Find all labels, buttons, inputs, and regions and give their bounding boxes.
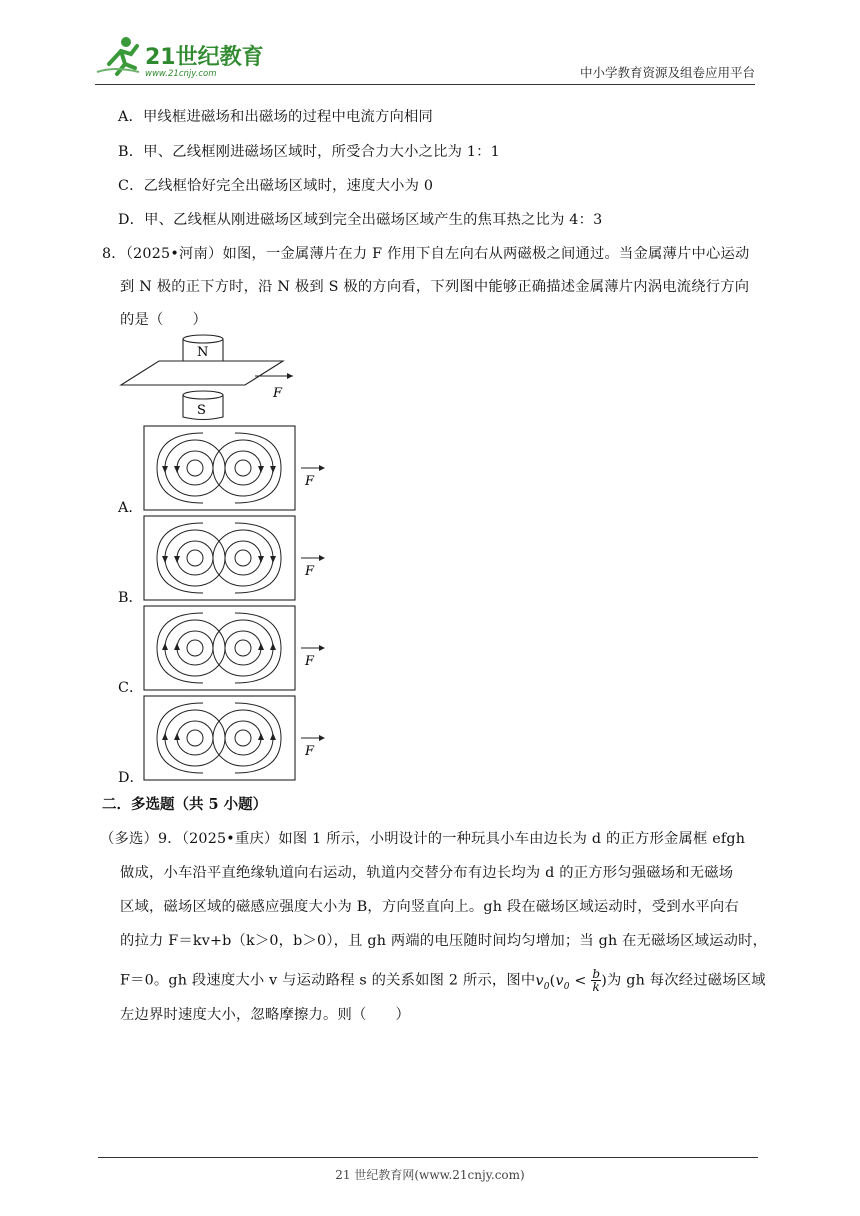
q7-option-b: B．甲、乙线框刚进磁场区域时，所受合力大小之比为 1：1: [118, 144, 500, 160]
panel-d-content: [144, 696, 325, 780]
footer-divider: [98, 1157, 758, 1158]
svg-text:S: S: [197, 403, 206, 418]
q8-stem-line-3: 的是（ ）: [120, 312, 207, 328]
force-arrow-icon: [319, 645, 325, 651]
q9-stem-line-5: [120, 968, 766, 993]
q9-stem-line-1: （多选）9．（2025•重庆）如图 1 所示，小明设计的一种玩具小车由边长为 d 的正方形金属框 efgh: [100, 831, 746, 847]
n-magnet: [183, 335, 223, 364]
section-heading: 二．多选题（共 5 小题）: [102, 796, 268, 813]
force-arrow-icon: [319, 555, 325, 561]
option-b-label: B．: [118, 590, 143, 606]
option-a-label: A．: [118, 500, 143, 516]
page-header: [95, 34, 755, 84]
force-arrow-icon: [319, 735, 325, 741]
q9-line5-text-a: F＝0。gh 段速度大小 v 与运动路程 s 的关系如图 2 所示，图中: [120, 972, 536, 989]
svg-text:www.21cnjy.com: www.21cnjy.com: [145, 69, 217, 79]
v0-condition-math: $v_0(v_0$ < $\frac{b}{k}$ ): [535, 967, 607, 994]
q9-stem-line-3: 区域，磁场区域的磁感应强度大小为 B，方向竖直向上。gh 段在磁场区域运动时，受到水平向右: [120, 899, 739, 915]
s-magnet: [183, 391, 223, 420]
option-a-eddy-diagram: [143, 425, 333, 511]
option-c-eddy-diagram: [143, 605, 333, 691]
force-label: F: [305, 654, 315, 669]
header-divider: [95, 84, 755, 85]
force-label: F: [305, 564, 315, 579]
panel-c-content: [144, 606, 325, 690]
runner-icon: [97, 37, 139, 74]
footer-text: 21 世纪教育网(www.21cnjy.com): [335, 1168, 525, 1182]
logo: [95, 34, 265, 80]
q7-option-c: C．乙线框恰好完全出磁场区域时，速度大小为 0: [118, 178, 434, 194]
svg-text:F: F: [273, 386, 283, 401]
platform-name: 中小学教育资源及组卷应用平台: [579, 65, 755, 80]
svg-text:21世纪教育: 21世纪教育: [145, 45, 264, 70]
q9-stem-line-2: 做成，小车沿平直绝缘轨道向右运动，轨道内交替分布有边长均为 d 的正方形匀强磁场和无磁场: [120, 865, 734, 881]
force-arrow-icon: [287, 373, 293, 379]
q9-stem-line-6: 左边界时速度大小，忽略摩擦力。则（ ）: [120, 1007, 410, 1023]
panel-a-content: [144, 426, 325, 510]
option-d-label: D．: [118, 770, 144, 786]
force-label: F: [305, 744, 315, 759]
q7-option-a: A．甲线框进磁场和出磁场的过程中电流方向相同: [118, 109, 433, 125]
option-b-eddy-diagram: [143, 515, 333, 601]
q9-line5-text-b: 为 gh 每次经过磁场区域: [607, 972, 766, 989]
force-arrow-icon: [319, 465, 325, 471]
q9-stem-line-4: 的拉力 F＝kv+b（k＞0，b＞0），且 gh 两端的电压随时间均匀增加；当 gh 在无磁场区域运动时，: [120, 933, 768, 949]
magnet-figure: [115, 333, 305, 425]
force-label: F: [305, 474, 315, 489]
option-c-label: C．: [118, 680, 144, 696]
q8-stem-line-1: 8．（2025•河南）如图，一金属薄片在力 F 作用下自左向右从两磁极之间通过。当金属薄片中心运动: [102, 246, 750, 262]
q7-option-d: D．甲、乙线框从刚进磁场区域到完全出磁场区域产生的焦耳热之比为 4：3: [118, 212, 603, 228]
svg-text:N: N: [197, 345, 209, 360]
panel-b-content: [144, 516, 325, 600]
option-d-eddy-diagram: [143, 695, 333, 781]
q8-stem-line-2: 到 N 极的正下方时，沿 N 极到 S 极的方向看，下列图中能够正确描述金属薄片内涡电流绕行方向: [120, 279, 750, 295]
